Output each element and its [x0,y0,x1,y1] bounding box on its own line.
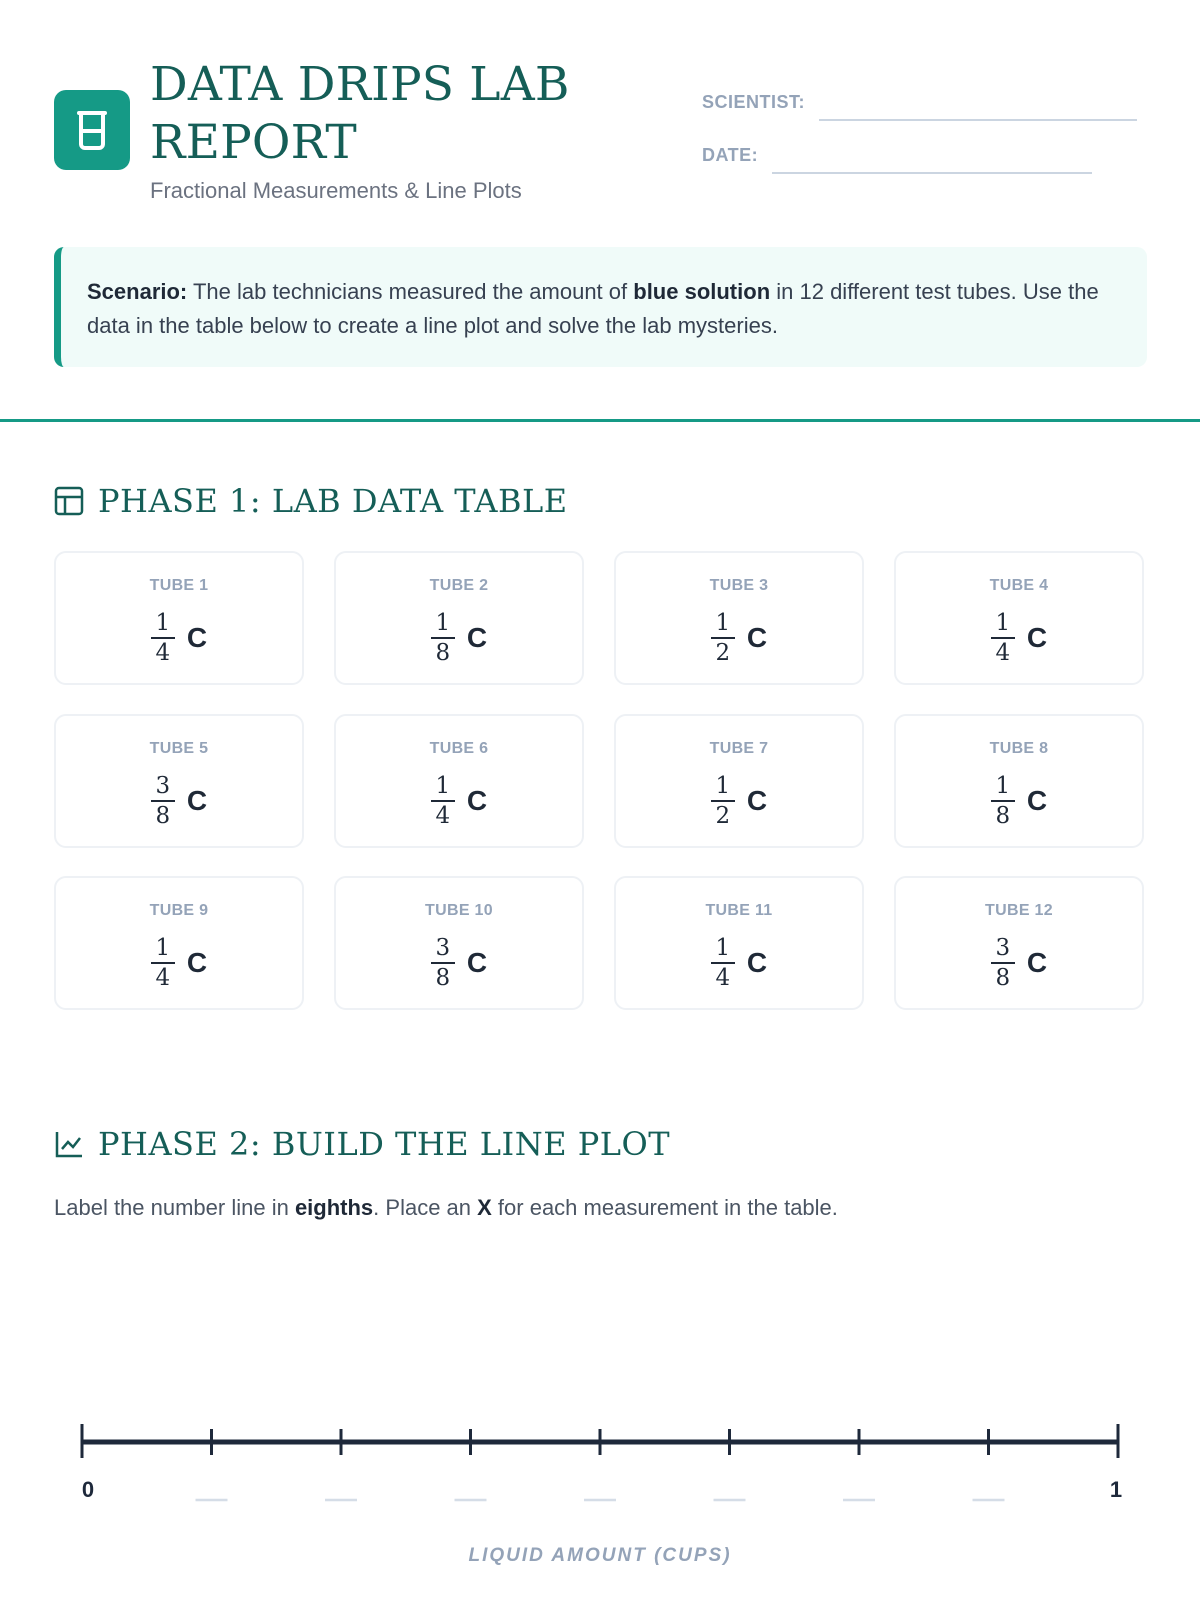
fraction-numerator: 1 [715,935,731,961]
fraction-denominator: 8 [155,803,171,829]
fraction-numerator: 1 [715,610,731,636]
tick-label-start: 0 [81,1477,95,1502]
fraction-denominator: 8 [435,965,451,991]
instr-text-1: Label the number line in [54,1195,295,1220]
tube-measurement [56,774,302,828]
scenario-text-1: The lab technicians measured the amount of [187,279,634,304]
tube-card [334,876,584,1010]
unit-label: C [186,622,208,653]
fraction [991,611,1015,665]
fraction [151,774,175,828]
fraction-bar [991,962,1015,964]
fraction [991,774,1015,828]
fraction-denominator: 2 [715,640,731,666]
instr-text-3: for each measurement in the table. [491,1195,838,1220]
fraction-numerator: 3 [995,935,1011,961]
tube-measurement [336,936,582,990]
tube-label: TUBE 11 [705,902,773,919]
tube-label: TUBE 1 [149,577,209,594]
fraction [711,936,735,990]
scientist-field [702,92,1137,113]
date-input-line[interactable] [772,172,1092,174]
tube-card [334,714,584,848]
fraction-numerator: 1 [155,610,171,636]
tube-label: TUBE 4 [989,577,1049,594]
fraction-denominator: 4 [435,803,451,829]
unit-label: C [466,785,488,816]
line-chart-icon [54,1129,84,1159]
tube-measurement [56,611,302,665]
unit-label: C [1026,947,1048,978]
unit-label: C [746,622,768,653]
scenario-lead: Scenario: [87,279,188,304]
tube-label: TUBE 9 [149,902,209,919]
tube-card [894,876,1144,1010]
unit-label: C [1026,785,1048,816]
fraction-bar [431,637,455,639]
fraction-numerator: 1 [435,610,451,636]
tube-card [54,714,304,848]
fraction-numerator: 1 [155,935,171,961]
number-line[interactable] [0,1390,1200,1510]
tube-card [894,714,1144,848]
fraction-denominator: 4 [995,640,1011,666]
tube-card [614,551,864,685]
unit-label: C [746,785,768,816]
fraction-numerator: 1 [995,610,1011,636]
fraction [431,611,455,665]
fraction-bar [711,800,735,802]
tube-label: TUBE 3 [709,577,769,594]
unit-label: C [746,947,768,978]
fraction [711,611,735,665]
tube-label: TUBE 10 [425,902,493,919]
fraction-numerator: 1 [995,773,1011,799]
tube-card [54,551,304,685]
fraction-denominator: 8 [995,803,1011,829]
scenario-box [54,247,1147,367]
tube-measurement [896,936,1142,990]
fraction-denominator: 2 [715,803,731,829]
scientist-label: SCIENTIST: [702,92,806,112]
tube-measurement [896,611,1142,665]
unit-label: C [186,947,208,978]
date-label: DATE: [702,145,759,165]
tube-label: TUBE 5 [149,740,209,757]
beaker-icon [72,108,112,152]
fraction [151,611,175,665]
tube-label: TUBE 6 [429,740,489,757]
fraction-bar [151,637,175,639]
fraction [431,936,455,990]
fraction [151,936,175,990]
tube-measurement [896,774,1142,828]
phase1-title: PHASE 1: LAB DATA TABLE [98,482,568,520]
tube-label: TUBE 2 [429,577,489,594]
fraction-bar [991,800,1015,802]
phase1-heading [54,482,568,520]
fraction-numerator: 1 [715,773,731,799]
scientist-input-line[interactable] [819,119,1137,121]
tube-measurement [336,774,582,828]
tube-measurement [616,936,862,990]
tube-card [894,551,1144,685]
unit-label: C [186,785,208,816]
instr-bold-1: eighths [294,1195,374,1220]
tube-card [54,876,304,1010]
tube-label: TUBE 7 [709,740,769,757]
section-divider [0,419,1200,422]
tube-measurement [56,936,302,990]
fraction-denominator: 4 [715,965,731,991]
fraction-bar [711,637,735,639]
unit-label: C [466,947,488,978]
fraction-bar [431,800,455,802]
unit-label: C [466,622,488,653]
axis-title: LIQUID AMOUNT (CUPS) [468,1545,732,1566]
fraction-numerator: 3 [155,773,171,799]
tube-measurement [616,774,862,828]
page-subtitle: Fractional Measurements & Line Plots [150,178,522,203]
fraction-numerator: 3 [435,935,451,961]
tube-label: TUBE 12 [985,902,1053,919]
tube-card [614,714,864,848]
instr-text-2: . Place an [373,1195,478,1220]
fraction-denominator: 4 [155,965,171,991]
fraction-bar [151,962,175,964]
fraction-bar [711,962,735,964]
fraction [431,774,455,828]
phase2-title: PHASE 2: BUILD THE LINE PLOT [98,1125,671,1163]
fraction-denominator: 8 [435,640,451,666]
tick-label-end: 1 [1109,1477,1123,1502]
fraction-numerator: 1 [435,773,451,799]
tube-measurement [336,611,582,665]
table-icon [54,486,84,516]
fraction-bar [151,800,175,802]
fraction [711,774,735,828]
tube-label: TUBE 8 [989,740,1049,757]
fraction-bar [991,637,1015,639]
logo-badge [54,90,130,170]
scenario-text-2: in 12 different test tubes. Use the data in the table below to create a line plot and solve the lab mysteries. [87,279,1099,338]
tube-card [614,876,864,1010]
tube-card [334,551,584,685]
scenario-highlight: blue solution [633,279,771,304]
tube-measurement [616,611,862,665]
phase2-heading [54,1125,670,1163]
phase2-instructions [54,1195,838,1221]
fraction-denominator: 4 [155,640,171,666]
fraction-denominator: 8 [995,965,1011,991]
unit-label: C [1026,622,1048,653]
page-title: DATA DRIPS LAB REPORT [150,57,570,170]
fraction [991,936,1015,990]
fraction-bar [431,962,455,964]
date-field [702,145,1092,166]
instr-bold-2: X [477,1195,492,1220]
